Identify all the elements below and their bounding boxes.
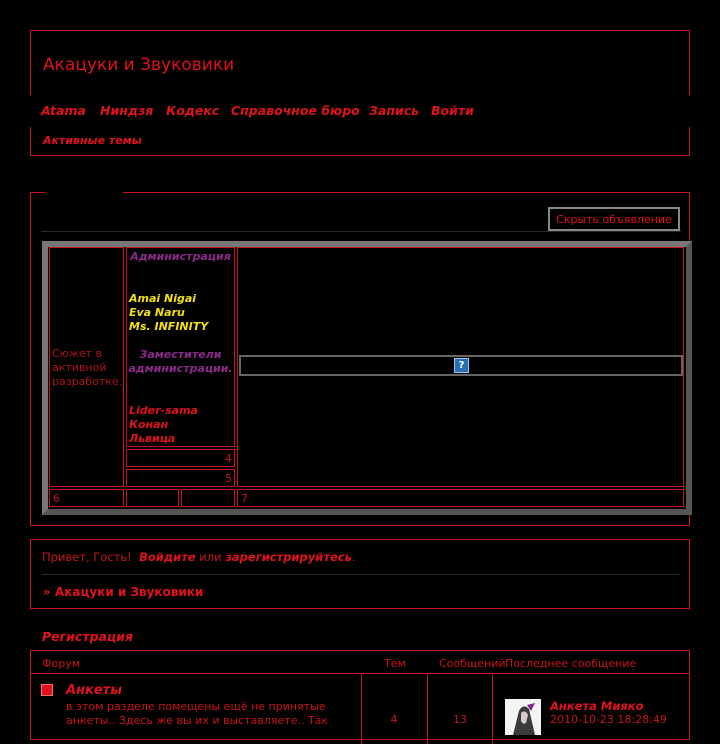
- table-cell-5: 5: [126, 469, 235, 487]
- admin-name[interactable]: Amai Nigai: [129, 292, 197, 305]
- avatar[interactable]: [505, 699, 541, 735]
- post-count: 13: [453, 713, 467, 726]
- header-divider: [31, 673, 689, 674]
- forum-table: [30, 650, 690, 740]
- login-link[interactable]: Войдите: [139, 550, 196, 564]
- nav-item-register[interactable]: Запись: [369, 103, 420, 118]
- announcement-table: [42, 241, 692, 515]
- breadcrumb[interactable]: » Акацуки и Звуковики: [43, 585, 204, 599]
- deputy-name[interactable]: Конан: [129, 418, 169, 431]
- column-header-forum: Форум: [42, 657, 80, 670]
- admin-list: [129, 292, 208, 334]
- plot-cell: [49, 247, 124, 487]
- announcement-legend: [45, 185, 123, 193]
- column-header-posts: Сообщений: [439, 657, 506, 670]
- forum-description: в этом разделе помещены ещё не принятые анкеты.. Здесь же вы их и выставляете.. Так: [66, 700, 329, 727]
- nav-item-ninja[interactable]: Ниндзя: [100, 103, 154, 118]
- nav-item-atama[interactable]: Atama: [41, 103, 86, 118]
- forum-link[interactable]: Анкеты: [66, 683, 122, 698]
- table-cell-empty: [126, 489, 179, 507]
- column-header-topics: Тем: [384, 657, 406, 670]
- column-divider: [427, 674, 428, 744]
- embedded-media-bar[interactable]: [239, 355, 683, 376]
- main-announcement-cell: [237, 247, 684, 487]
- administration-cell: [126, 247, 235, 447]
- divider: [41, 231, 681, 232]
- avatar-image: [505, 699, 541, 735]
- deputy-heading: Заместители администрации.: [128, 348, 233, 375]
- admin-name[interactable]: Ms. INFINITY: [129, 320, 209, 333]
- or-text: или: [199, 550, 222, 564]
- register-link[interactable]: зарегистрируйтесь: [225, 550, 352, 564]
- welcome-panel: [30, 539, 690, 609]
- divider: [42, 574, 680, 575]
- site-title[interactable]: Акацуки и Звуковики: [43, 55, 235, 75]
- deputy-name[interactable]: Львица: [129, 432, 176, 445]
- announcement-panel: [30, 192, 690, 526]
- question-icon[interactable]: ?: [454, 358, 469, 373]
- column-header-last-post: Последнее сообщение: [505, 657, 637, 670]
- table-cell-7: 7: [237, 489, 684, 507]
- welcome-line: Привет, Гость! Войдите или зарегистрируйтесь.: [42, 550, 356, 564]
- hide-announcement-button[interactable]: Скрыть объявление: [548, 207, 680, 231]
- forum-status-icon: [41, 684, 53, 696]
- table-cell-6: 6: [49, 489, 124, 507]
- active-topics-link[interactable]: Активные темы: [43, 134, 142, 147]
- admin-name[interactable]: Eva Naru: [129, 306, 185, 319]
- nav-item-login[interactable]: Войти: [431, 103, 474, 118]
- last-post-date: 2010-10-23 18:28:49: [550, 713, 667, 726]
- header-panel: [30, 30, 690, 156]
- main-navigation: [30, 95, 693, 127]
- last-post-link[interactable]: Анкета Мияко: [550, 699, 644, 713]
- table-cell-4: 4: [126, 449, 235, 467]
- topic-count: 4: [390, 713, 398, 726]
- nav-item-help[interactable]: Справочное бюро: [231, 103, 360, 118]
- category-title[interactable]: Регистрация: [42, 629, 134, 644]
- greeting-text: Привет, Гость!: [42, 550, 132, 564]
- column-divider: [361, 674, 362, 744]
- deputy-list: [129, 404, 198, 446]
- admin-heading: Администрация: [130, 250, 231, 263]
- deputy-name[interactable]: Lider-sama: [129, 404, 198, 417]
- column-divider: [492, 674, 493, 744]
- nav-item-codex[interactable]: Кодекс: [166, 103, 220, 118]
- table-cell-empty: [181, 489, 235, 507]
- plot-status-text: Сюжет в активной разработке.: [52, 347, 123, 388]
